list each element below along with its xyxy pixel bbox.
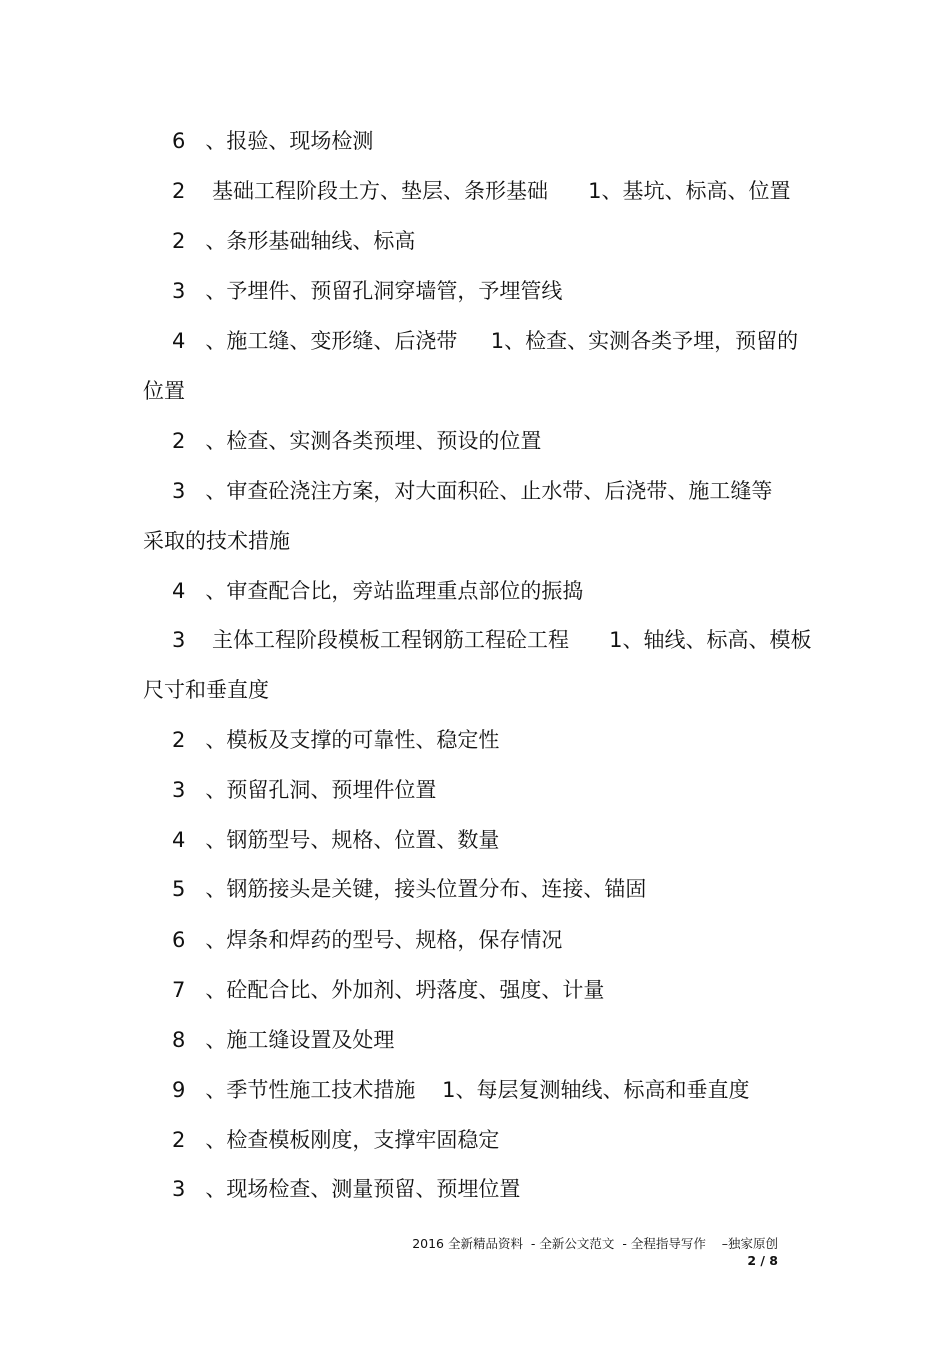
text-line: 3 、现场检查、测量预留、预埋位置 — [172, 1177, 521, 1201]
text-line: 9 、季节性施工技术措施 1、每层复测轴线、标高和垂直度 — [172, 1078, 750, 1102]
text-line: 6 、焊条和焊药的型号、规格，保存情况 — [172, 928, 563, 952]
page-number: 2 / 8 — [747, 1253, 778, 1268]
text-line: 采取的技术措施 — [143, 529, 290, 553]
text-line: 4 、审查配合比，旁站监理重点部位的振捣 — [172, 579, 584, 603]
text-line: 3 主体工程阶段模板工程钢筋工程砼工程 1、轴线、标高、模板 — [172, 628, 812, 652]
text-line: 位置 — [143, 379, 185, 403]
page-footer: 2016 全新精品资料 - 全新公文范文 - 全程指导写作 –独家原创 — [412, 1236, 778, 1251]
text-line: 2 、模板及支撑的可靠性、稳定性 — [172, 728, 500, 752]
text-line: 2 、检查模板刚度，支撑牢固稳定 — [172, 1128, 500, 1152]
text-line: 4 、钢筋型号、规格、位置、数量 — [172, 828, 500, 852]
text-line: 7 、砼配合比、外加剂、坍落度、强度、计量 — [172, 978, 605, 1002]
text-line: 尺寸和垂直度 — [143, 678, 269, 702]
text-line: 6 、报验、现场检测 — [172, 129, 374, 153]
text-line: 2 、检查、实测各类预埋、预设的位置 — [172, 429, 542, 453]
text-line: 4 、施工缝、变形缝、后浇带 1、检查、实测各类予埋，预留的 — [172, 329, 799, 353]
text-line: 2 、条形基础轴线、标高 — [172, 229, 416, 253]
text-line: 3 、预留孔洞、预埋件位置 — [172, 778, 437, 802]
text-line: 2 基础工程阶段土方、垫层、条形基础 1、基坑、标高、位置 — [172, 179, 791, 203]
text-line: 3 、予埋件、预留孔洞穿墙管，予埋管线 — [172, 279, 563, 303]
text-line: 8 、施工缝设置及处理 — [172, 1028, 395, 1052]
text-line: 3 、审查砼浇注方案，对大面积砼、止水带、后浇带、施工缝等 — [172, 479, 773, 503]
text-line: 5 、钢筋接头是关键，接头位置分布、连接、锚固 — [172, 877, 647, 901]
